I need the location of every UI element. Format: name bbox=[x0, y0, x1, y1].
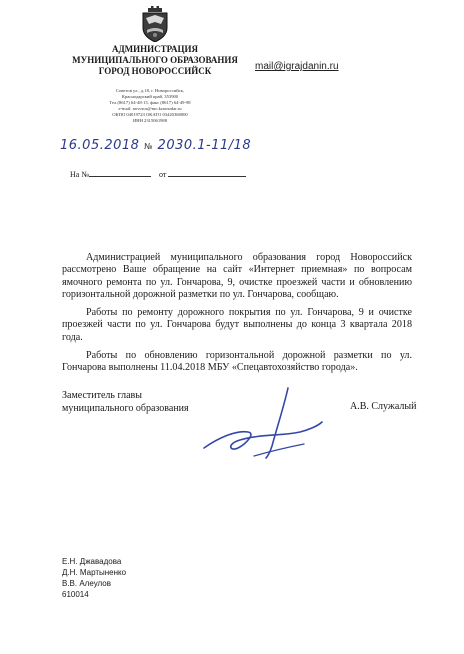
letter-body bbox=[62, 252, 412, 381]
signatory-position-line: муниципального образования bbox=[62, 402, 189, 414]
signatory-position-line: Заместитель главы bbox=[62, 390, 142, 401]
executor-line: В.В. Алеулов bbox=[62, 579, 111, 588]
details-line: e-mail: novoros@mo.krasnodar.ru bbox=[118, 106, 182, 111]
reference-date-blank bbox=[168, 168, 246, 177]
details-line: ОКПО 04019723 ОКАТО 03420368000 bbox=[112, 112, 188, 117]
handwritten-date-number bbox=[60, 138, 251, 153]
letterhead-title-line: МУНИЦИПАЛЬНОГО ОБРАЗОВАНИЯ bbox=[72, 55, 238, 65]
signatory-name: А.В. Служалый bbox=[350, 401, 417, 412]
number-prefix: № bbox=[144, 142, 153, 151]
reference-number-label: На № bbox=[70, 170, 89, 179]
executor-line: Е.Н. Джавадова bbox=[62, 557, 122, 566]
executor-line: 610014 bbox=[62, 590, 89, 599]
body-paragraph: Работы по ремонту дорожного покрытия по ул. Гончарова, 9 и очистке проезжей части по ул. Гончарова будут выполнены до конца 3 квартала 2018 года. bbox=[62, 307, 412, 343]
handwritten-signature-icon bbox=[196, 386, 326, 466]
executors-list bbox=[62, 556, 126, 600]
signatory-position bbox=[62, 390, 189, 415]
details-line: ИНН 2315061988 bbox=[132, 118, 168, 123]
recipient-email[interactable]: mail@igrajdanin.ru bbox=[255, 61, 339, 72]
body-paragraph: Администрацией муниципального образования город Новороссийск рассмотрено Ваше обращение на сайт «Интернет приемная» по вопросам ямочного ремонта по ул. Гончарова, 9, очистке проезжей части и обновлению горизонтальной дорожной разметки по ул. Гончарова, сообщаю. bbox=[62, 252, 412, 300]
details-line: Тел.(8617) 64-48-15, факс (8617) 64-49-98 bbox=[109, 100, 191, 105]
reference-number-blank bbox=[89, 168, 151, 177]
handwritten-date: 16.05.2018 bbox=[60, 138, 140, 153]
handwritten-number: 2030.1-11/18 bbox=[157, 138, 252, 153]
details-line: Краснодарский край, 353900 bbox=[121, 94, 179, 99]
body-paragraph: Работы по обновлению горизонтальной дорожной разметки по ул. Гончарова выполнены 11.04.2018 МБУ «Спецавтохозяйство города». bbox=[62, 350, 412, 374]
coat-of-arms-icon bbox=[139, 6, 171, 42]
executor-line: Д.Н. Мартыненко bbox=[62, 568, 127, 577]
reference-line bbox=[70, 168, 246, 179]
details-line: Советов ул., д.18, г. Новороссийск, bbox=[115, 88, 185, 93]
reference-date-label: от bbox=[158, 170, 167, 179]
letterhead-title-line: ГОРОД НОВОРОССИЙСК bbox=[98, 66, 212, 76]
letterhead-title-line: АДМИНИСТРАЦИЯ bbox=[111, 44, 199, 54]
letterhead-title bbox=[60, 44, 250, 77]
letterhead-details bbox=[80, 88, 220, 124]
